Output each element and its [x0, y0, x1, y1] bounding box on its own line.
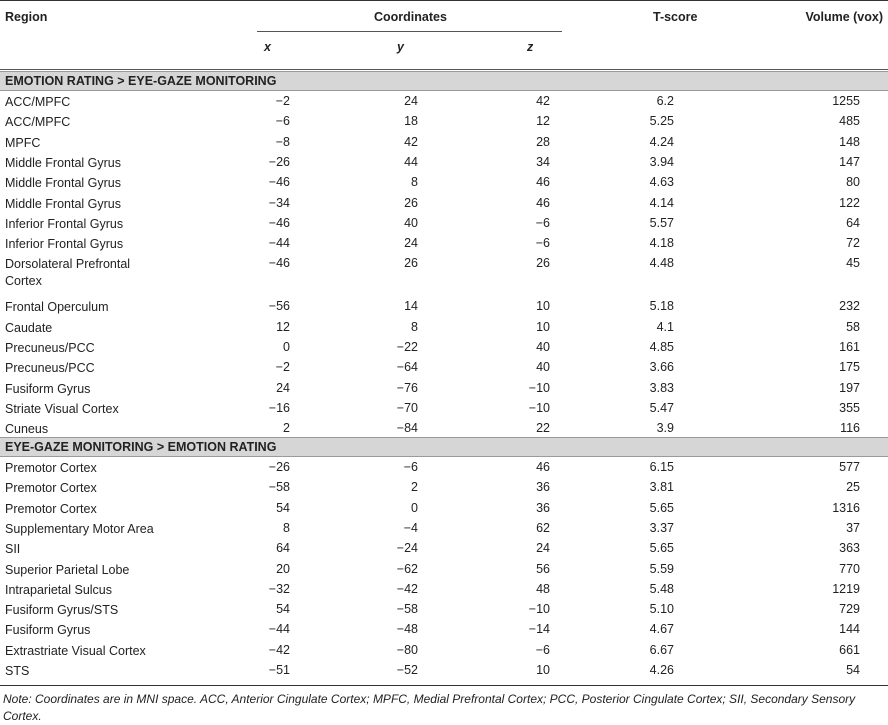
- section-title: EYE-GAZE MONITORING > EMOTION RATING: [5, 440, 277, 454]
- cell-x: 54: [276, 602, 290, 617]
- cell-region: Extrastriate Visual Cortex: [5, 643, 146, 658]
- cell-tscore: 5.10: [649, 602, 674, 617]
- cell-z: 10: [536, 663, 550, 677]
- cell-y: 40: [404, 215, 418, 230]
- cell-tscore: 6.15: [649, 460, 674, 474]
- cell-x: −26: [268, 154, 290, 169]
- cell-y: 8: [411, 319, 418, 334]
- cell-z: −14: [528, 622, 550, 637]
- cell-tscore: 5.48: [649, 581, 674, 596]
- cell-volume: 25: [846, 480, 860, 495]
- cell-y: −70: [396, 400, 418, 415]
- cell-x: −2: [275, 360, 290, 375]
- cell-y: −52: [396, 663, 418, 677]
- cell-tscore: 4.24: [649, 134, 674, 149]
- section-header: [0, 71, 888, 91]
- cell-x: −46: [268, 256, 290, 271]
- cell-z: 26: [536, 256, 550, 271]
- cell-x: −26: [268, 460, 290, 474]
- cell-volume: 37: [846, 520, 860, 535]
- cell-y: −42: [396, 581, 418, 596]
- cell-volume: 175: [839, 360, 860, 375]
- cell-volume: 577: [839, 460, 860, 474]
- cell-x: −6: [275, 114, 290, 129]
- header-y: y: [397, 40, 404, 54]
- cell-tscore: 4.26: [649, 663, 674, 677]
- cell-y: −62: [396, 561, 418, 576]
- cell-tscore: 3.81: [649, 480, 674, 495]
- cell-z: 36: [536, 500, 550, 515]
- cell-volume: 80: [846, 175, 860, 190]
- cell-region: ACC/MPFC: [5, 115, 71, 130]
- cell-y: −80: [396, 642, 418, 657]
- cell-tscore: 3.94: [649, 154, 674, 169]
- cell-volume: 147: [839, 154, 860, 169]
- cell-y: 26: [404, 195, 418, 210]
- cell-z: 40: [536, 360, 550, 375]
- cell-z: 42: [536, 94, 550, 108]
- cell-x: 0: [283, 340, 290, 354]
- cell-volume: 148: [839, 134, 860, 149]
- cell-region: Precuneus/PCC: [5, 361, 95, 376]
- cell-volume: 144: [839, 622, 860, 637]
- cell-z: 10: [536, 299, 550, 314]
- cell-z: 46: [536, 195, 550, 210]
- header-x: x: [264, 40, 271, 54]
- cell-region: Fusiform Gyrus: [5, 381, 91, 396]
- cell-region: Middle Frontal Gyrus: [5, 196, 122, 211]
- cell-volume: 1219: [832, 581, 860, 596]
- cell-z: −6: [535, 215, 550, 230]
- cell-volume: 58: [846, 319, 860, 334]
- cell-x: −46: [268, 215, 290, 230]
- header-tscore: T-score: [653, 10, 698, 24]
- cell-x: −58: [268, 480, 290, 495]
- cell-tscore: 4.67: [649, 622, 674, 637]
- cell-tscore: 4.18: [649, 236, 674, 251]
- cell-z: 46: [536, 175, 550, 190]
- cell-y: 24: [404, 236, 418, 251]
- cell-y: −64: [396, 360, 418, 375]
- cell-region: Dorsolateral Prefrontal Cortex: [5, 257, 131, 289]
- cell-volume: 64: [846, 215, 860, 230]
- cell-x: −42: [268, 642, 290, 657]
- cell-y: −4: [403, 520, 418, 535]
- cell-y: −24: [396, 541, 418, 556]
- table-bottom-rule: [0, 685, 888, 686]
- cell-z: −10: [528, 602, 550, 617]
- cell-z: 28: [536, 134, 550, 149]
- cell-region: STS: [5, 664, 30, 678]
- cell-volume: 661: [839, 642, 860, 657]
- cell-x: −51: [268, 663, 290, 677]
- cell-volume: 355: [839, 400, 860, 415]
- cell-region: Middle Frontal Gyrus: [5, 155, 122, 170]
- cell-z: −10: [528, 400, 550, 415]
- cell-y: 14: [404, 299, 418, 314]
- cell-region: Premotor Cortex: [5, 481, 97, 496]
- cell-x: −46: [268, 175, 290, 190]
- cell-tscore: 4.85: [649, 340, 674, 354]
- cell-z: 24: [536, 541, 550, 556]
- cell-y: −84: [396, 421, 418, 436]
- cell-x: 2: [283, 421, 290, 436]
- coordinates-rule: [257, 31, 562, 32]
- cell-region: MPFC: [5, 135, 41, 150]
- cell-volume: 232: [839, 299, 860, 314]
- cell-region: Intraparietal Sulcus: [5, 582, 113, 597]
- cell-volume: 161: [839, 340, 860, 354]
- header-region: Region: [5, 10, 48, 24]
- cell-volume: 72: [846, 236, 860, 251]
- cell-y: 0: [411, 500, 418, 515]
- cell-volume: 729: [839, 602, 860, 617]
- cell-z: 40: [536, 340, 550, 354]
- cell-region: Superior Parietal Lobe: [5, 562, 130, 577]
- cell-region: Fusiform Gyrus/STS: [5, 603, 119, 618]
- header-volume: Volume (vox): [805, 10, 883, 24]
- cell-tscore: 3.83: [649, 380, 674, 395]
- cell-region: Premotor Cortex: [5, 501, 97, 516]
- cell-volume: 54: [846, 663, 860, 677]
- cell-x: 8: [283, 520, 290, 535]
- cell-volume: 770: [839, 561, 860, 576]
- cell-y: −22: [396, 340, 418, 354]
- cell-y: 24: [404, 94, 418, 108]
- cell-region: Supplementary Motor Area: [5, 521, 154, 536]
- cell-z: 48: [536, 581, 550, 596]
- cell-y: 42: [404, 134, 418, 149]
- header-coordinates: Coordinates: [374, 10, 447, 24]
- cell-z: 56: [536, 561, 550, 576]
- cell-tscore: 5.18: [649, 299, 674, 314]
- cell-z: 34: [536, 154, 550, 169]
- cell-y: −76: [396, 380, 418, 395]
- cell-x: 20: [276, 561, 290, 576]
- cell-y: −6: [403, 460, 418, 474]
- cell-x: −8: [275, 134, 290, 149]
- cell-z: −6: [535, 642, 550, 657]
- cell-volume: 45: [846, 256, 860, 271]
- cell-region: Middle Frontal Gyrus: [5, 176, 122, 191]
- cell-x: 24: [276, 380, 290, 395]
- cell-region: Inferior Frontal Gyrus: [5, 216, 124, 231]
- cell-z: 10: [536, 319, 550, 334]
- cell-x: −56: [268, 299, 290, 314]
- cell-tscore: 3.9: [656, 421, 674, 436]
- cell-x: −2: [275, 94, 290, 108]
- cell-region: Caudate: [5, 320, 53, 335]
- cell-x: −16: [268, 400, 290, 415]
- cell-z: 36: [536, 480, 550, 495]
- cell-z: 62: [536, 520, 550, 535]
- cell-x: 54: [276, 500, 290, 515]
- cell-y: 44: [404, 154, 418, 169]
- cell-y: −58: [396, 602, 418, 617]
- cell-tscore: 4.14: [649, 195, 674, 210]
- cell-x: −34: [268, 195, 290, 210]
- cell-region: Frontal Operculum: [5, 300, 109, 315]
- cell-volume: 1316: [832, 500, 860, 515]
- section-header: [0, 437, 888, 457]
- cell-tscore: 4.48: [649, 256, 674, 271]
- cell-x: −44: [268, 622, 290, 637]
- cell-tscore: 5.59: [649, 561, 674, 576]
- cell-volume: 116: [840, 421, 860, 436]
- cell-tscore: 4.1: [656, 319, 674, 334]
- cell-region: Precuneus/PCC: [5, 341, 95, 355]
- table-note: Note: Coordinates are in MNI space. ACC, Anterior Cingulate Cortex; MPFC, Medial Prefrontal Cortex; PCC, Posterior Cingulate Cortex; SII, Secondary Sensory Cortex.: [3, 692, 856, 723]
- cell-y: 26: [404, 256, 418, 271]
- cell-z: −10: [528, 380, 550, 395]
- cell-tscore: 6.67: [649, 642, 674, 657]
- cell-volume: 197: [839, 380, 860, 395]
- cell-region: Fusiform Gyrus: [5, 623, 91, 638]
- cell-tscore: 4.63: [649, 175, 674, 190]
- cell-region: Striate Visual Cortex: [5, 401, 119, 416]
- cell-x: −32: [268, 581, 290, 596]
- cell-y: 8: [411, 175, 418, 190]
- cell-x: −44: [268, 236, 290, 251]
- cell-y: 18: [404, 114, 418, 129]
- header-z: z: [527, 40, 534, 54]
- cell-x: 64: [276, 541, 290, 556]
- cell-z: 46: [536, 460, 550, 474]
- header-rule: [0, 69, 888, 70]
- cell-tscore: 5.65: [649, 500, 674, 515]
- cell-z: −6: [535, 236, 550, 251]
- cell-region: ACC/MPFC: [5, 95, 71, 109]
- cell-z: 12: [536, 114, 550, 129]
- cell-region: Premotor Cortex: [5, 461, 97, 475]
- cell-tscore: 5.47: [649, 400, 674, 415]
- cell-tscore: 6.2: [656, 94, 674, 108]
- cell-region: Cuneus: [5, 422, 49, 437]
- section-title: EMOTION RATING > EYE-GAZE MONITORING: [5, 74, 277, 88]
- cell-region: SII: [5, 542, 21, 557]
- cell-volume: 485: [839, 114, 860, 129]
- cell-tscore: 5.57: [649, 215, 674, 230]
- cell-volume: 1255: [832, 94, 860, 108]
- cell-tscore: 3.37: [649, 520, 674, 535]
- cell-tscore: 5.65: [649, 541, 674, 556]
- cell-x: 12: [276, 319, 290, 334]
- cell-z: 22: [536, 421, 550, 436]
- table-top-rule: [0, 0, 888, 1]
- cell-region: Inferior Frontal Gyrus: [5, 237, 124, 252]
- cell-volume: 363: [839, 541, 860, 556]
- cell-tscore: 5.25: [649, 114, 674, 129]
- cell-y: −48: [396, 622, 418, 637]
- cell-tscore: 3.66: [649, 360, 674, 375]
- cell-volume: 122: [839, 195, 860, 210]
- cell-y: 2: [411, 480, 418, 495]
